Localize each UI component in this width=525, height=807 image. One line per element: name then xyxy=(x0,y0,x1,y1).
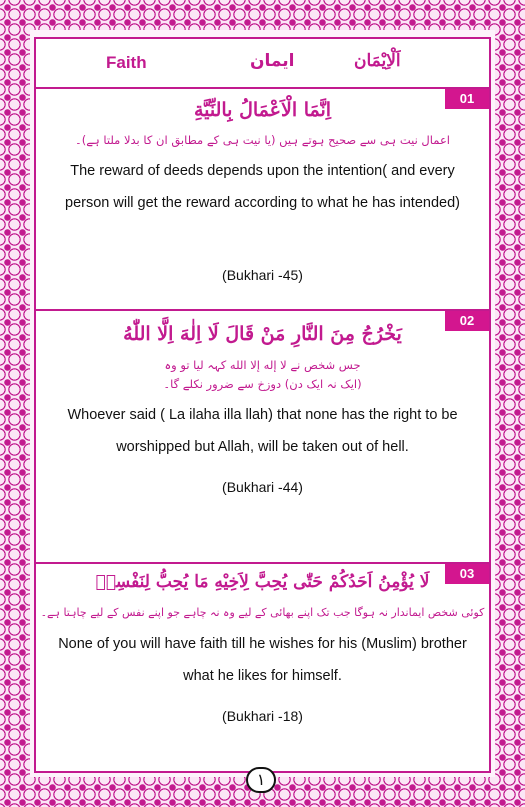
header-english-title: Faith xyxy=(106,53,147,72)
hadith-urdu-translation-line-1: جس شخص نے لا إله إلا الله کہہ لیا تو وہ xyxy=(164,358,361,372)
hadith-section-03 xyxy=(36,564,489,773)
hadith-arabic-text: لَا يُؤْمِنُ اَحَدُكُمْ حَتّٰى يُحِبَّ لِاَخِيْهِ مَا يُحِبُّ لِنَفْسِهٖ xyxy=(95,572,430,592)
hadith-arabic-text: يَخْرُجُ مِنَ النَّارِ مَنْ قَالَ لَا اِلٰهَ اِلَّا اللّٰهُ xyxy=(123,323,402,345)
hadith-arabic-text: اِنَّمَا الْاَعْمَالُ بِالنِّيَّةِ xyxy=(193,99,332,121)
hadith-english-translation: The reward of deeds depends upon the intention( and every person will get the reward according to what he has intended) xyxy=(65,163,460,211)
hadith-urdu-translation: اعمال نیت ہی سے صحیح ہوتے ہیں (یا نیت ہی کے مطابق ان کا بدلا ملتا ہے)۔ xyxy=(74,133,450,147)
hadith-reference: (Bukhari -18) xyxy=(222,708,303,724)
hadith-number-badge: 03 xyxy=(445,564,489,584)
hadith-reference: (Bukhari -44) xyxy=(222,479,303,495)
header-urdu-title: ایمان xyxy=(250,51,295,71)
hadith-number-badge: 01 xyxy=(445,89,489,109)
chapter-header xyxy=(36,39,489,89)
hadith-section-01 xyxy=(36,89,489,311)
hadith-urdu-translation: کوئی شخص ایماندار نہ ہوگا جب تک اپنے بھائی کے لیے وہ نہ چاہے جو اپنے نفس کے لیے چاہتا ہے۔ xyxy=(40,606,485,619)
hadith-english-translation: Whoever said ( La ilaha illa llah) that none has the right to be worshipped but Allah, will be taken out of hell. xyxy=(67,407,458,455)
hadith-number-badge: 02 xyxy=(445,311,489,331)
hadith-reference: (Bukhari -45) xyxy=(222,267,303,283)
hadith-urdu-translation-line-2: (ایک نہ ایک دن) دوزخ سے ضرور نکلے گا۔ xyxy=(163,377,362,391)
content-frame xyxy=(34,37,491,773)
hadith-english-translation: None of you will have faith till he wishes for his (Muslim) brother what he likes for himself. xyxy=(58,636,467,684)
page-number: ١ xyxy=(246,767,276,793)
hadith-section-02 xyxy=(36,311,489,564)
header-arabic-title: اَلْاِیْمَان xyxy=(354,51,401,71)
